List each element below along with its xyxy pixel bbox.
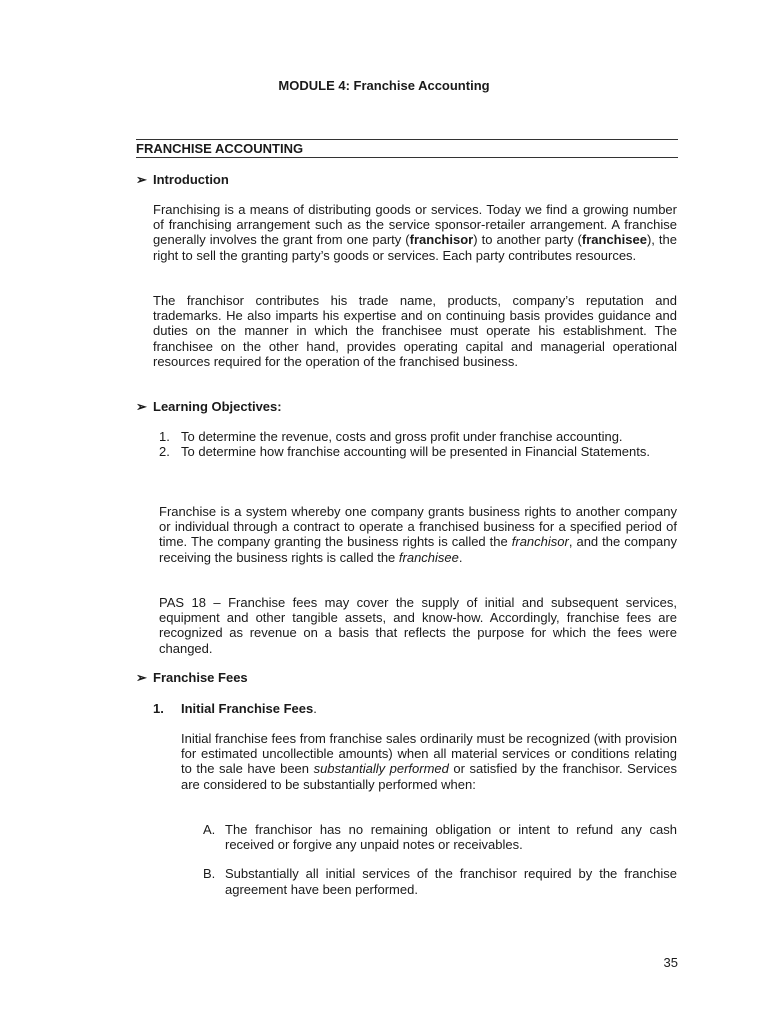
- list-item-text: The franchisor has no remaining obligation or intent to refund any cash received or forgive any unpaid notes or receivables.: [225, 822, 677, 853]
- franchisor-term: franchisor: [409, 232, 474, 248]
- list-item-text: To determine the revenue, costs and gross profit under franchise accounting.: [181, 429, 623, 444]
- module-title: MODULE 4: Franchise Accounting: [278, 78, 490, 93]
- introduction-paragraph-2: The franchisor contributes his trade name, products, company’s reputation and trademarks. He also imparts his expertise and on continuing basis provides guidance and duties on the manner in which the franchisee must operate his establishment. The franchisee on the other hand, provides operating capital and managerial operational resources required for the operation of the franchised business.: [153, 293, 677, 369]
- franchisee-italic-term: franchisee: [398, 549, 459, 565]
- sub-heading-title: Initial Franchise Fees: [181, 701, 314, 716]
- performance-conditions-list: [203, 822, 677, 897]
- definition-text-c: , and the company receiving the business rights is called the: [159, 534, 677, 565]
- intro-p1-text-c: ) to another party (: [473, 232, 582, 248]
- list-item: [203, 822, 677, 852]
- substantially-performed-term: substantially performed: [313, 761, 449, 777]
- page-number: 35: [663, 955, 678, 970]
- learning-objectives-heading: [136, 399, 282, 415]
- sub-heading-number: 1.: [153, 701, 164, 716]
- initial-fees-paragraph: [181, 731, 677, 792]
- initial-fees-text-a: Initial franchise fees from franchise sales ordinarily must be recognized (with provision for estimated uncollectible amounts) when all material services or conditions relating to the sale have been: [181, 731, 677, 777]
- section-header: [136, 139, 678, 158]
- list-item-letter: A.: [203, 822, 216, 837]
- arrow-bullet-icon: ➢: [136, 172, 147, 187]
- definition-text-a: Franchise is a system whereby one company grants business rights to another company or individual through a contract to operate a franchised business for a specified period of time. The company granting the business rights is called the: [159, 504, 677, 550]
- section-title: FRANCHISE ACCOUNTING: [136, 141, 304, 156]
- list-item: [159, 444, 677, 459]
- definition-text-e: .: [458, 549, 463, 565]
- franchise-fees-heading: [136, 670, 248, 686]
- initial-fees-text-c: or satisfied by the franchisor. Services are considered to be substantially performed when:: [181, 761, 677, 792]
- franchisee-term: franchisee: [581, 232, 647, 248]
- introduction-heading: [136, 172, 229, 188]
- introduction-heading-text: Introduction: [153, 172, 229, 187]
- arrow-bullet-icon: ➢: [136, 670, 147, 685]
- list-item-text: Substantially all initial services of the franchisor required by the franchise agreement have been performed.: [225, 866, 677, 897]
- list-item-number: 2.: [159, 444, 170, 460]
- list-item-text: To determine how franchise accounting will be presented in Financial Statements.: [181, 444, 650, 460]
- list-item: [159, 429, 677, 444]
- learning-objectives-list: [159, 429, 677, 459]
- franchise-definition-paragraph: [159, 504, 677, 565]
- learning-objectives-heading-text: Learning Objectives:: [153, 399, 282, 414]
- intro-p1-text-e: ), the right to sell the granting party’s goods or services. Each party contributes resources.: [153, 232, 677, 263]
- sub-heading-period: .: [313, 701, 317, 716]
- pas18-paragraph: PAS 18 – Franchise fees may cover the supply of initial and subsequent services, equipment and other tangible assets, and know-how. Accordingly, franchise fees are recognized as revenue on a basis that reflects the purpose for which the fees were changed.: [159, 595, 677, 656]
- introduction-paragraph-1: [153, 202, 677, 263]
- arrow-bullet-icon: ➢: [136, 399, 147, 414]
- list-item: [203, 866, 677, 896]
- intro-p1-text-a: Franchising is a means of distributing goods or services. Today we find a growing number of franchising arrangement such as the service sponsor-retailer arrangement. A franchise generally involves the grant from one party (: [153, 202, 677, 248]
- initial-franchise-fees-heading: [153, 701, 317, 717]
- list-item-letter: B.: [203, 866, 216, 882]
- franchise-fees-heading-text: Franchise Fees: [153, 670, 248, 685]
- list-item-number: 1.: [159, 429, 170, 444]
- franchisor-italic-term: franchisor: [511, 534, 569, 550]
